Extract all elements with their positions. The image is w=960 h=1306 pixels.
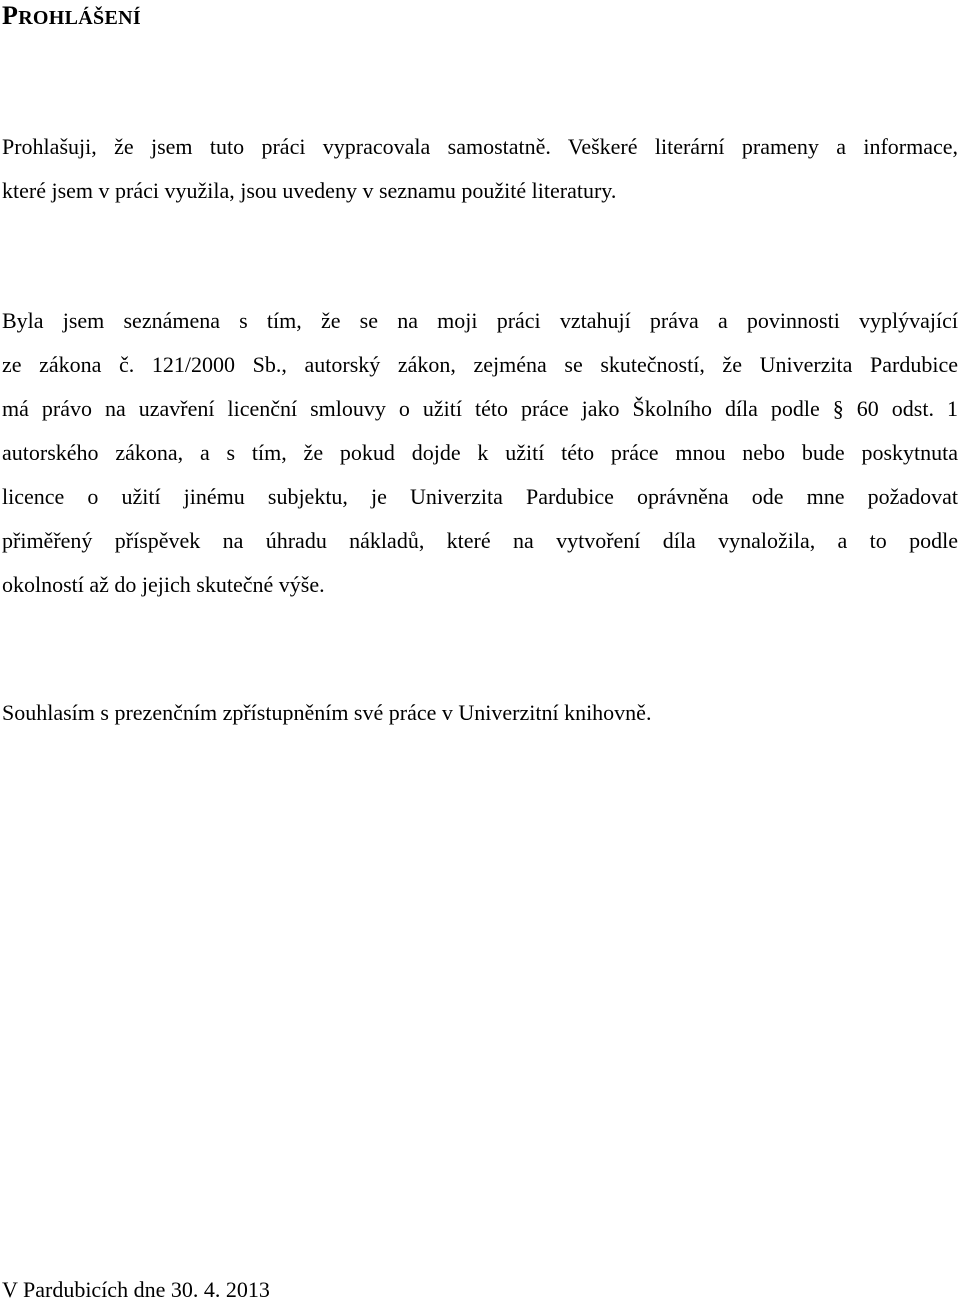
consent-paragraph: [2, 691, 958, 735]
paragraph-line: autorského zákona, a s tím, že pokud dojde k užití této práce mnou nebo bude poskytnuta: [2, 440, 958, 465]
paragraph-line: Souhlasím s prezenčním zpřístupněním své práce v Univerzitní knihovně.: [2, 700, 652, 725]
paragraph-line: Prohlašuji, že jsem tuto práci vypracovala samostatně. Veškeré literární prameny a informace,: [2, 134, 958, 159]
declaration-paragraph: [2, 125, 958, 213]
paragraph-line: přiměřený příspěvek na úhradu nákladů, které na vytvoření díla vynaložila, a to podle: [2, 528, 958, 553]
paragraph-line: okolností až do jejich skutečné výše.: [2, 572, 325, 597]
paragraph-line: Byla jsem seznámena s tím, že se na moji práci vztahují práva a povinnosti vyplývající: [2, 308, 958, 333]
paragraph-line: které jsem v práci využila, jsou uvedeny v seznamu použité literatury.: [2, 178, 617, 203]
paragraph-line: má právo na uzavření licenční smlouvy o užití této práce jako Školního díla podle § 60 odst. 1: [2, 396, 958, 421]
copyright-paragraph: [2, 299, 958, 607]
place-and-date: V Pardubicích dne 30. 4. 2013: [2, 1277, 270, 1302]
page-title-rest: ROHLÁŠENÍ: [18, 7, 141, 29]
page-title-initial: P: [2, 1, 19, 30]
page-title: [2, 2, 141, 32]
paragraph-line: ze zákona č. 121/2000 Sb., autorský zákon, zejména se skutečností, že Univerzita Pardubice: [2, 352, 958, 377]
paragraph-line: licence o užití jinému subjektu, je Univerzita Pardubice oprávněna ode mne požadovat: [2, 484, 958, 509]
